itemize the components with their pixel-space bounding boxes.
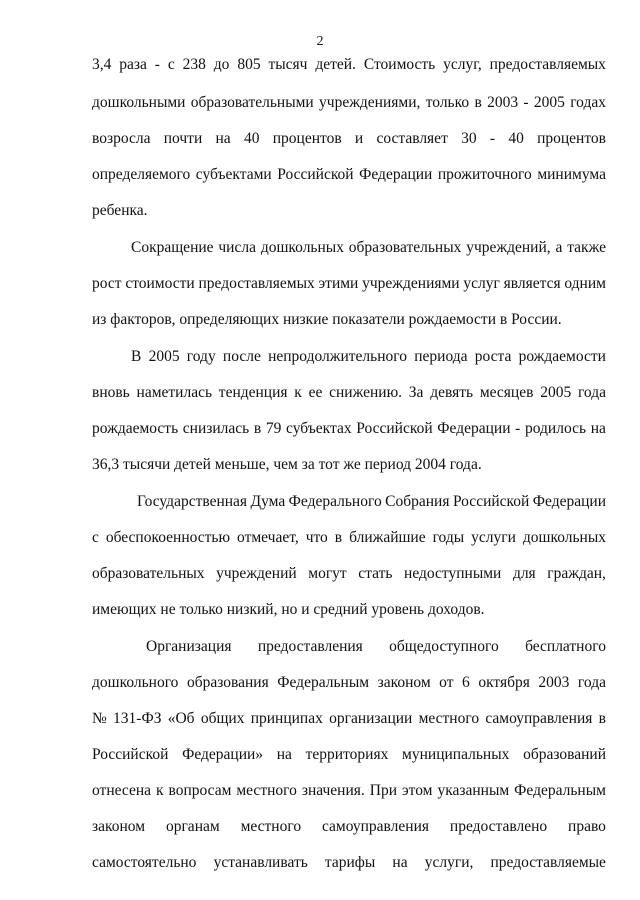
text-word: 30: [461, 130, 477, 147]
text-word: одним: [564, 275, 606, 292]
text-word: территориях: [305, 746, 389, 763]
text-word: после: [222, 348, 261, 365]
text-word: процентов: [537, 130, 606, 147]
text-word: местного: [236, 782, 297, 799]
text-word: указанным: [437, 782, 510, 799]
text-word: до: [213, 56, 230, 73]
text-word: принципах: [250, 710, 323, 727]
text-word: в: [334, 529, 343, 546]
text-word: Федерации: [437, 420, 511, 437]
text-word: 131-ФЗ: [113, 710, 162, 727]
text-line: [92, 674, 606, 692]
text-word: роста: [474, 348, 512, 365]
text-line: ребенка.: [92, 202, 148, 219]
text-word: Федерации: [359, 166, 433, 183]
text-word: Российской: [92, 746, 169, 763]
text-word: с: [92, 529, 99, 546]
text-word: рост: [92, 275, 122, 292]
text-word: детей.: [315, 56, 356, 73]
text-word: прожиточного: [437, 166, 532, 183]
text-word: граждан,: [547, 565, 606, 582]
text-line: [92, 275, 606, 293]
text-word: муниципальных: [402, 746, 510, 763]
text-word: является: [503, 275, 561, 292]
text-word: рождаемости: [518, 348, 606, 365]
text-word: общедоступного: [389, 638, 499, 655]
text-word: -: [154, 56, 160, 73]
text-word: За: [408, 384, 424, 401]
text-line: [92, 854, 606, 872]
text-line: имеющих не только низкий, но и средний уровень доходов.: [92, 601, 485, 618]
text-line: [92, 529, 606, 547]
text-word: годах: [570, 94, 606, 111]
text-word: №: [92, 710, 107, 727]
text-word: организации: [329, 710, 413, 727]
text-word: дошкольного: [92, 674, 179, 691]
text-word: составляет: [376, 130, 448, 147]
text-word: местного: [418, 710, 480, 727]
text-word: Собрания: [385, 493, 450, 510]
text-word: отмечает,: [237, 529, 299, 546]
text-word: самостоятельно: [92, 854, 197, 871]
text-word: тенденция: [218, 384, 288, 401]
text-line: [92, 166, 606, 184]
text-word: Российской: [356, 420, 433, 437]
text-word: к: [294, 384, 302, 401]
text-word: раза: [119, 56, 147, 73]
text-word: октября: [478, 674, 530, 691]
text-word: -: [489, 130, 496, 147]
text-word: 40: [243, 130, 260, 147]
text-word: этими: [318, 275, 359, 292]
text-word: периода: [414, 348, 468, 365]
text-word: родилось: [524, 420, 587, 437]
text-line: [92, 56, 606, 74]
text-word: предоставляемых: [489, 56, 606, 73]
text-word: учреждениями: [362, 275, 460, 292]
text-word: 2005: [148, 348, 180, 365]
text-word: 805: [237, 56, 261, 73]
text-word: самоуправления: [321, 818, 430, 835]
text-line: [131, 239, 606, 257]
text-word: тарифы: [324, 854, 376, 871]
text-line: [92, 420, 606, 438]
text-word: образования: [186, 674, 269, 691]
text-word: Российской: [452, 493, 530, 510]
text-word: При: [369, 782, 397, 799]
text-word: 3,4: [92, 56, 112, 73]
text-word: 79: [265, 420, 282, 437]
text-word: образовательными: [190, 94, 314, 111]
text-word: право: [568, 818, 606, 835]
text-word: ее: [308, 384, 323, 401]
text-word: учреждениями,: [319, 94, 421, 111]
text-line: [92, 94, 606, 112]
text-line: [92, 782, 606, 800]
text-word: образовательных: [92, 565, 205, 582]
text-word: году: [186, 348, 216, 365]
text-word: числа: [218, 239, 256, 256]
text-line: [131, 348, 606, 366]
text-word: рождаемость: [92, 420, 179, 437]
text-word: а: [555, 239, 563, 256]
text-word: непродолжительного: [268, 348, 407, 365]
text-line: 36,3 тысячи детей меньше, чем за тот же период 2004 года.: [92, 456, 482, 473]
text-word: 2003: [538, 674, 570, 691]
text-word: предоставлено: [449, 818, 548, 835]
text-word: Федерального: [288, 493, 382, 510]
text-word: к: [155, 782, 164, 799]
text-word: почти: [163, 130, 203, 147]
text-word: учреждений: [216, 565, 297, 582]
text-word: на: [215, 130, 231, 147]
text-line: [92, 818, 606, 836]
text-word: что: [305, 529, 328, 546]
text-word: Дума: [250, 493, 286, 510]
text-word: дошкольными: [92, 94, 186, 111]
text-word: услуг: [463, 275, 500, 292]
text-word: в: [474, 94, 482, 111]
text-word: года: [577, 674, 606, 691]
text-word: образований: [523, 746, 606, 763]
text-word: услуги,: [424, 854, 474, 871]
text-word: этом: [401, 782, 433, 799]
text-word: 238: [182, 56, 206, 73]
text-line: [92, 746, 606, 764]
text-word: субъектах: [286, 420, 352, 437]
text-word: 2005: [540, 384, 572, 401]
text-word: предоставления: [257, 638, 363, 655]
text-word: образовательных: [348, 239, 462, 256]
page-number: 2: [316, 34, 324, 49]
text-word: предоставляемые: [490, 854, 606, 871]
text-word: в: [253, 420, 262, 437]
text-word: года: [577, 384, 606, 401]
text-word: только: [425, 94, 470, 111]
text-word: органам: [165, 818, 220, 835]
text-word: Государственная: [137, 493, 248, 510]
text-word: самоуправления: [485, 710, 593, 727]
text-word: и: [354, 130, 364, 147]
text-word: 6: [462, 674, 470, 691]
text-word: учреждений,: [466, 239, 551, 256]
text-word: стать: [358, 565, 393, 582]
text-word: законом: [92, 818, 146, 835]
text-word: В: [131, 348, 142, 365]
text-word: месяцев: [479, 384, 534, 401]
text-word: от: [439, 674, 454, 691]
text-word: отнесена: [92, 782, 152, 799]
text-word: услуги: [471, 529, 516, 546]
text-word: Федеральным: [277, 674, 370, 691]
text-word: -: [523, 94, 529, 111]
text-word: могут: [308, 565, 347, 582]
text-word: услуг,: [443, 56, 482, 73]
text-line: [137, 493, 606, 511]
text-word: на: [392, 854, 408, 871]
text-word: 40: [508, 130, 524, 147]
text-word: Федеральным: [514, 782, 606, 799]
text-word: -: [515, 420, 521, 437]
text-word: возросла: [92, 130, 151, 147]
text-word: предоставляемых: [198, 275, 315, 292]
text-word: наметилась: [136, 384, 213, 401]
text-word: Федерации»: [182, 746, 264, 763]
text-word: на: [276, 746, 292, 763]
text-word: Организация: [146, 638, 232, 655]
text-word: дошкольных: [260, 239, 344, 256]
text-line: [92, 710, 606, 728]
text-word: 2003: [487, 94, 519, 111]
text-word: годы: [432, 529, 465, 546]
text-word: местного: [240, 818, 302, 835]
text-word: законом: [377, 674, 431, 691]
text-line: [92, 130, 606, 148]
text-word: определяемого: [92, 166, 191, 183]
text-word: обеспокоенностью: [105, 529, 231, 546]
text-word: 2005: [533, 94, 565, 111]
text-word: вопросам: [168, 782, 232, 799]
text-word: процентов: [272, 130, 342, 147]
text-line: из факторов, определяющих низкие показатели рождаемости в России.: [92, 311, 562, 328]
text-word: стоимости: [125, 275, 195, 292]
text-word: субъектами: [195, 166, 272, 183]
text-word: в: [598, 710, 606, 727]
text-line: [92, 565, 606, 583]
text-word: недоступными: [404, 565, 502, 582]
text-line: [92, 384, 606, 402]
text-word: бесплатного: [525, 638, 606, 655]
text-word: Российской: [277, 166, 354, 183]
text-word: тысяч: [268, 56, 308, 73]
text-word: Федерации: [532, 493, 606, 510]
text-word: снижению.: [329, 384, 403, 401]
text-word: на: [590, 420, 606, 437]
text-word: минимума: [537, 166, 606, 183]
text-word: девять: [430, 384, 474, 401]
text-line: [146, 638, 606, 656]
text-word: снизилась: [182, 420, 250, 437]
text-word: общих: [200, 710, 245, 727]
text-word: также: [567, 239, 606, 256]
text-word: для: [512, 565, 536, 582]
text-word: Стоимость: [363, 56, 436, 73]
text-word: дошкольных: [522, 529, 606, 546]
text-word: вновь: [92, 384, 130, 401]
text-word: устанавливать: [213, 854, 308, 871]
text-word: Сокращение: [131, 239, 214, 256]
text-word: «Об: [167, 710, 195, 727]
text-word: значения.: [301, 782, 365, 799]
text-word: ближайшие: [349, 529, 426, 546]
text-word: с: [167, 56, 175, 73]
